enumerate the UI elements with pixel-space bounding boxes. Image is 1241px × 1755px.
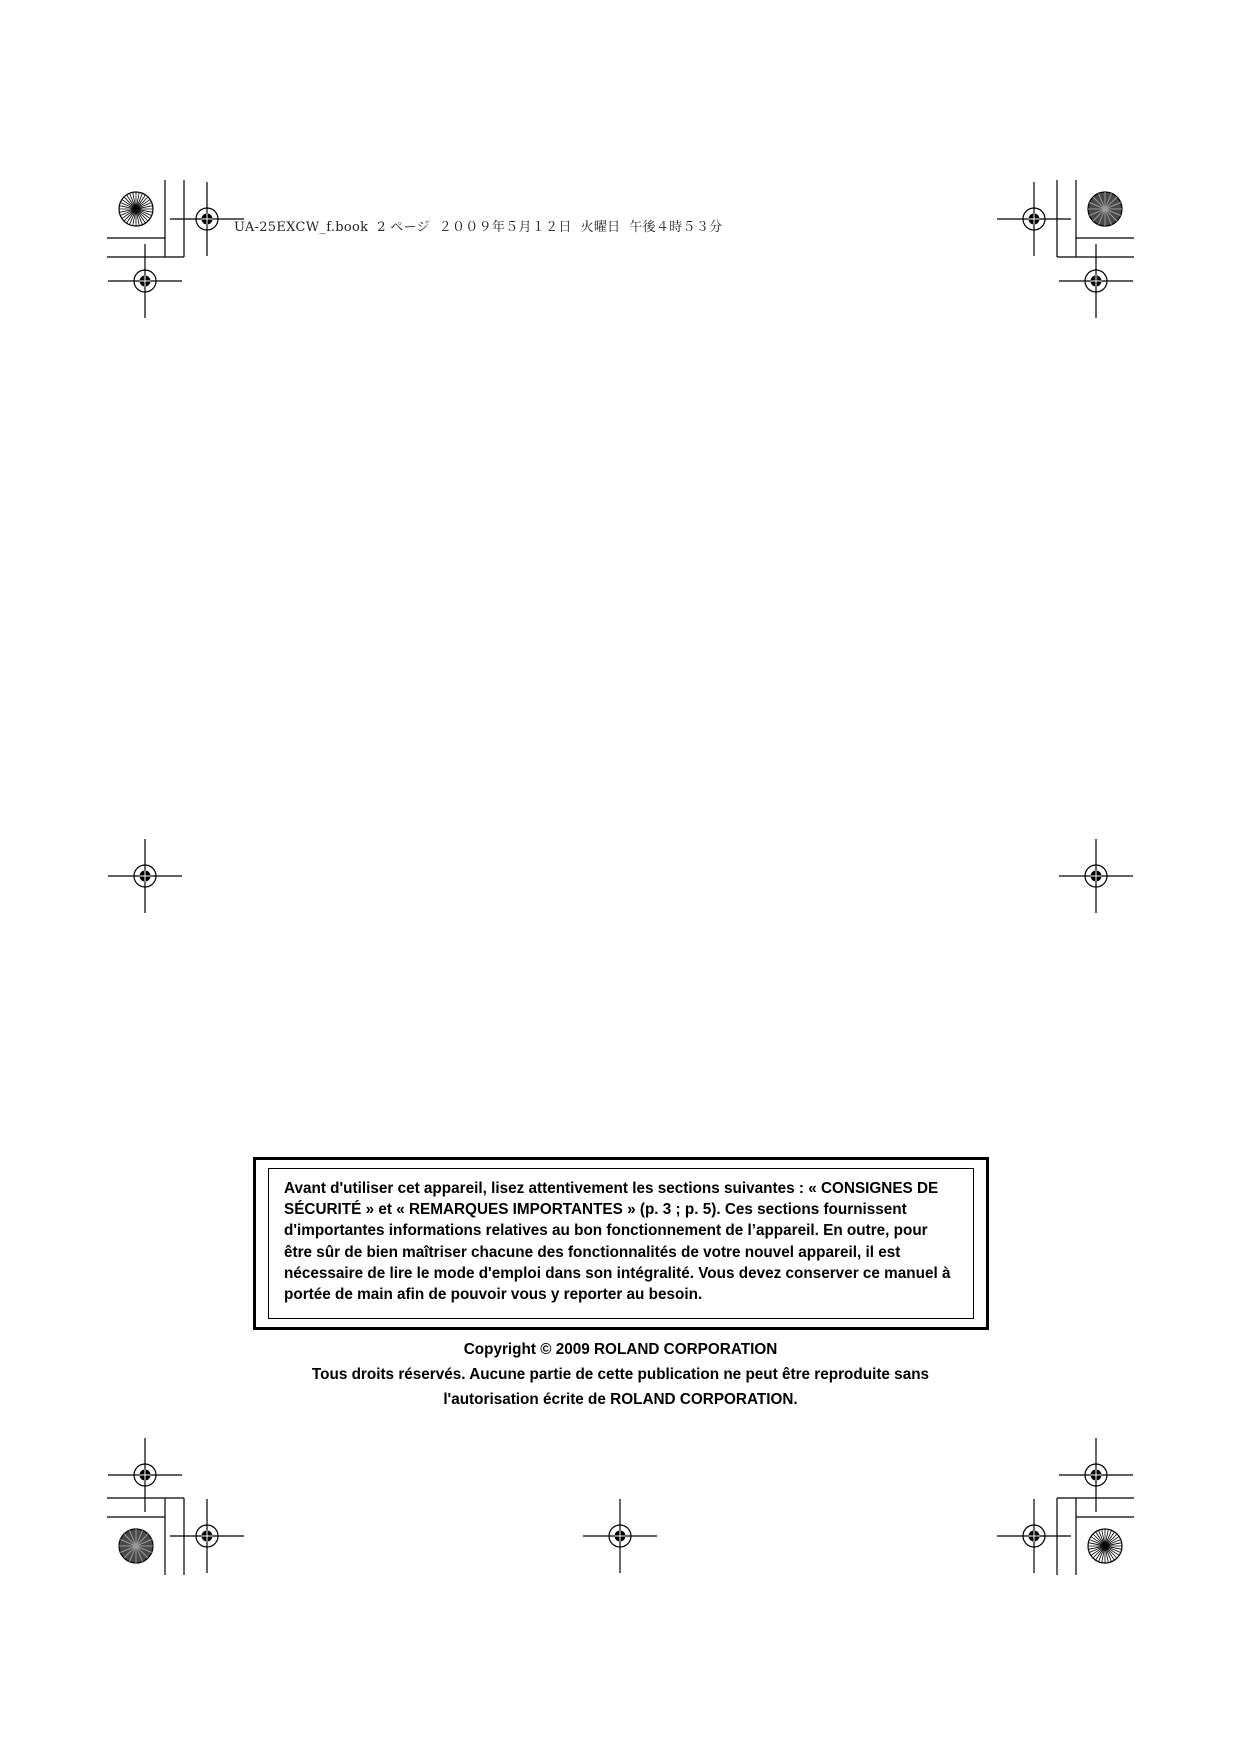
notice-line: nécessaire de lire le mode d'emploi dans son intégralité. Vous devez conserver ce manuel à [284,1264,951,1282]
starburst-target-icon [119,1529,153,1563]
starburst-target-icon [119,192,153,226]
registration-crosshair-icon [108,839,182,913]
starburst-target-icon [1088,192,1122,226]
rights-notice-line: l'autorisation écrite de ROLAND CORPORATION. [443,1391,798,1408]
registration-crosshair-icon [1059,839,1133,913]
registration-crosshair-icon [170,1499,244,1573]
registration-crosshair-icon [997,182,1071,256]
registration-crosshair-icon [997,1499,1071,1573]
copyright-line: Copyright © 2009 ROLAND CORPORATION [463,1341,778,1358]
registration-crosshair-icon [108,1438,182,1512]
starburst-target-icon [1088,1529,1122,1563]
registration-crosshair-icon [170,182,244,256]
notice-inner-frame [268,1168,974,1319]
notice-line: d'importantes informations relatives au bon fonctionnement de l’appareil. En outre, pour [284,1222,928,1240]
notice-box [253,1157,989,1330]
notice-text [284,1178,964,1305]
registration-crosshair-icon [1059,1438,1133,1512]
notice-line: être sûr de bien maîtriser chacune des fonctionnalités de votre nouvel appareil, il est [284,1243,901,1261]
registration-crosshair-icon [1059,244,1133,318]
rights-notice-line: Tous droits réservés. Aucune partie de cette publication ne peut être reproduite sans [311,1366,930,1383]
registration-crosshair-icon [583,1499,657,1573]
notice-line: Avant d'utiliser cet appareil, lisez attentivement les sections suivantes : « CONSIGNES DE [284,1180,939,1197]
registration-crosshair-icon [108,244,182,318]
notice-line: SÉCURITÉ » et « REMARQUES IMPORTANTES » (p. 3 ; p. 5). Ces sections fournissent [284,1201,907,1219]
print-slug: UA-25EXCW_f.book 2 ページ ２００９年５月１２日 火曜日 午後４時５３分 [234,220,723,235]
notice-line: portée de main afin de pouvoir vous y reporter au besoin. [284,1286,703,1304]
